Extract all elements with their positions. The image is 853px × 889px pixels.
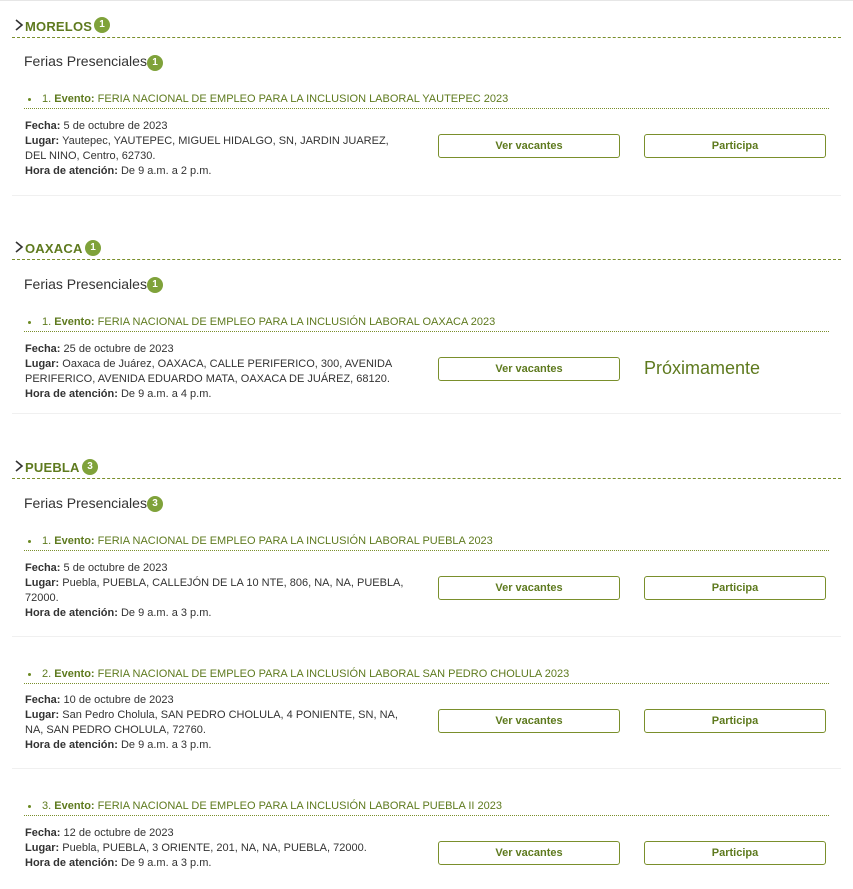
- ver-vacantes-button[interactable]: Ver vacantes: [438, 576, 620, 600]
- ferias-count-badge: 1: [147, 55, 163, 71]
- proximamente-label: Próximamente: [644, 358, 761, 378]
- participa-button[interactable]: Participa: [644, 709, 826, 733]
- event-title: FERIA NACIONAL DE EMPLEO PARA LA INCLUSIÓN LABORAL SAN PEDRO CHOLULA 2023: [97, 668, 570, 680]
- event-title-row: 1. Evento: FERIA NACIONAL DE EMPLEO PARA LA INCLUSIÓN LABORAL PUEBLA 2023: [24, 534, 829, 551]
- ver-vacantes-button[interactable]: Ver vacantes: [438, 357, 620, 381]
- event-hours: De 9 a.m. a 3 p.m.: [120, 739, 212, 751]
- bullet-icon: [28, 321, 31, 324]
- ver-vacantes-button[interactable]: Ver vacantes: [438, 841, 620, 865]
- event-place: Puebla, PUEBLA, 3 ORIENTE, 201, NA, NA, PUEBLA, 72000.: [62, 842, 367, 854]
- event-title: FERIA NACIONAL DE EMPLEO PARA LA INCLUSIÓN LABORAL OAXACA 2023: [97, 316, 496, 328]
- event-separator: [12, 636, 841, 637]
- event-place: San Pedro Cholula, SAN PEDRO CHOLULA, 4 PONIENTE, SN, NA, NA, SAN PEDRO CHOLULA, 72760.: [25, 709, 398, 736]
- bullet-icon: [28, 98, 31, 101]
- event-details: Fecha: 5 de octubre de 2023 Lugar: Yautepec, YAUTEPEC, MIGUEL HIDALGO, SN, JARDIN JUAREZ, DEL NINO, Centro, 62730. Hora de atención: De 9 a.m. a 2 p.m.: [25, 120, 389, 177]
- state-header-morelos[interactable]: [12, 15, 841, 38]
- state-name: OAXACA: [25, 241, 83, 256]
- event-details: Fecha: 12 de octubre de 2023 Lugar: Puebla, PUEBLA, 3 ORIENTE, 201, NA, NA, PUEBLA, 72000. Hora de atención: De 9 a.m. a 3 p.m.: [25, 827, 367, 869]
- chevron-right-icon: [13, 19, 25, 31]
- event-title: FERIA NACIONAL DE EMPLEO PARA LA INCLUSIÓN LABORAL PUEBLA II 2023: [97, 800, 502, 812]
- event-separator: [12, 195, 841, 196]
- event-details: Fecha: 5 de octubre de 2023 Lugar: Puebla, PUEBLA, CALLEJÓN DE LA 10 NTE, 806, NA, NA, PUEBLA, 72000. Hora de atención: De 9 a.m. a 3 p.m.: [25, 562, 404, 619]
- ferias-count-badge: 1: [147, 277, 163, 293]
- state-name: MORELOS: [25, 19, 93, 34]
- top-border: [0, 0, 853, 1]
- state-count-badge: 1: [85, 240, 101, 256]
- state-count-badge: 1: [94, 17, 110, 33]
- event-title-row: 1. Evento: FERIA NACIONAL DE EMPLEO PARA LA INCLUSIÓN LABORAL OAXACA 2023: [24, 315, 829, 332]
- event-hours: De 9 a.m. a 4 p.m.: [120, 388, 212, 400]
- event-place: Oaxaca de Juárez, OAXACA, CALLE PERIFERICO, 300, AVENIDA PERIFERICO, AVENIDA EDUARDO MATA, OAXACA DE JUÁREZ, 68120.: [25, 358, 392, 385]
- event-date: 25 de octubre de 2023: [63, 343, 174, 355]
- ferias-count-badge: 3: [147, 496, 163, 512]
- event-title: FERIA NACIONAL DE EMPLEO PARA LA INCLUSIÓN LABORAL PUEBLA 2023: [97, 535, 493, 547]
- state-header-puebla[interactable]: [12, 456, 841, 479]
- event-title-row: 3. Evento: FERIA NACIONAL DE EMPLEO PARA LA INCLUSIÓN LABORAL PUEBLA II 2023: [24, 799, 829, 816]
- bullet-icon: [28, 805, 31, 808]
- event-date: 5 de octubre de 2023: [63, 562, 168, 574]
- ferias-presenciales-title: Ferias Presenciales: [24, 276, 147, 292]
- participa-button[interactable]: Participa: [644, 841, 826, 865]
- state-header-oaxaca[interactable]: [12, 237, 841, 260]
- event-place: Puebla, PUEBLA, CALLEJÓN DE LA 10 NTE, 806, NA, NA, PUEBLA, 72000.: [25, 577, 404, 604]
- ferias-presenciales-title: Ferias Presenciales: [24, 495, 147, 511]
- event-details: Fecha: 10 de octubre de 2023 Lugar: San Pedro Cholula, SAN PEDRO CHOLULA, 4 PONIENTE, SN, NA, NA, SAN PEDRO CHOLULA, 72760. Hora de atención: De 9 a.m. a 3 p.m.: [25, 694, 398, 751]
- ver-vacantes-button[interactable]: Ver vacantes: [438, 709, 620, 733]
- event-place: Yautepec, YAUTEPEC, MIGUEL HIDALGO, SN, JARDIN JUAREZ, DEL NINO, Centro, 62730.: [25, 135, 389, 162]
- event-title: FERIA NACIONAL DE EMPLEO PARA LA INCLUSION LABORAL YAUTEPEC 2023: [97, 93, 509, 105]
- ver-vacantes-button[interactable]: Ver vacantes: [438, 134, 620, 158]
- ferias-presenciales-title: Ferias Presenciales: [24, 53, 147, 69]
- event-separator: [12, 768, 841, 769]
- event-separator: [12, 413, 841, 414]
- event-hours: De 9 a.m. a 3 p.m.: [120, 857, 212, 869]
- state-name: PUEBLA: [25, 460, 80, 475]
- event-details: Fecha: 25 de octubre de 2023 Lugar: Oaxaca de Juárez, OAXACA, CALLE PERIFERICO, 300, AVENIDA PERIFERICO, AVENIDA EDUARDO MATA, OAXACA DE JUÁREZ, 68120. Hora de atención: De 9 a.m. a 4 p.m.: [25, 343, 392, 400]
- bullet-icon: [28, 540, 31, 543]
- event-title-row: 2. Evento: FERIA NACIONAL DE EMPLEO PARA LA INCLUSIÓN LABORAL SAN PEDRO CHOLULA 2023: [24, 667, 829, 684]
- participa-button[interactable]: Participa: [644, 134, 826, 158]
- bullet-icon: [28, 673, 31, 676]
- chevron-right-icon: [13, 460, 25, 472]
- event-date: 10 de octubre de 2023: [63, 694, 174, 706]
- participa-button[interactable]: Participa: [644, 576, 826, 600]
- event-date: 5 de octubre de 2023: [63, 120, 168, 132]
- event-hours: De 9 a.m. a 2 p.m.: [120, 165, 212, 177]
- event-date: 12 de octubre de 2023: [63, 827, 174, 839]
- state-count-badge: 3: [82, 459, 98, 475]
- chevron-right-icon: [13, 241, 25, 253]
- event-hours: De 9 a.m. a 3 p.m.: [120, 607, 212, 619]
- event-title-row: 1. Evento: FERIA NACIONAL DE EMPLEO PARA LA INCLUSION LABORAL YAUTEPEC 2023: [24, 92, 829, 109]
